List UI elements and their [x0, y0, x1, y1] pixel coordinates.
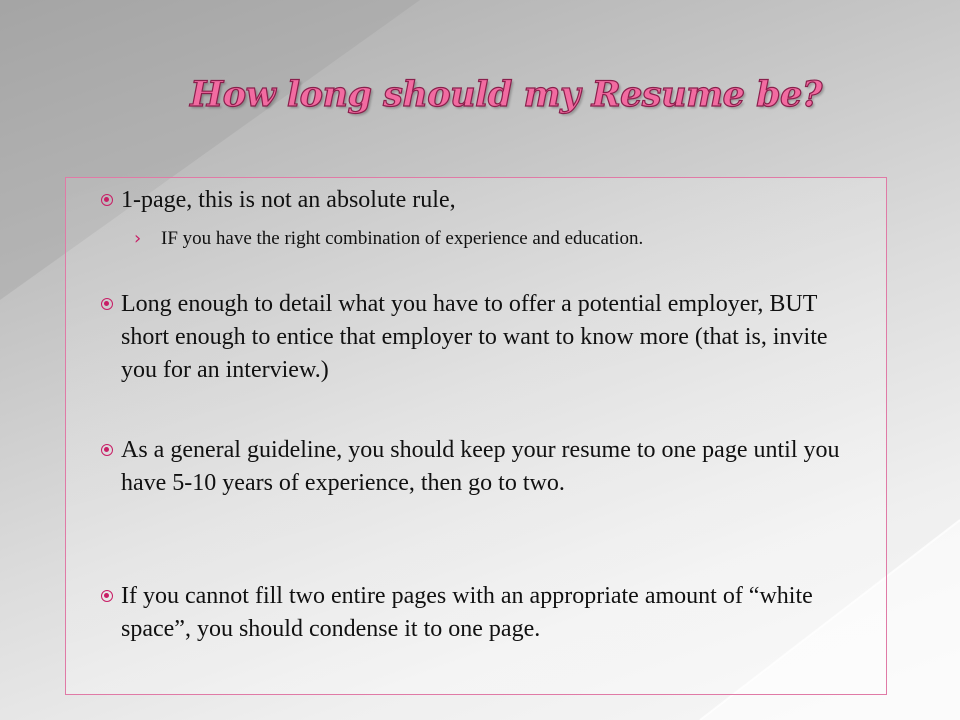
bullet-item — [86, 184, 856, 217]
circle-dot-icon — [101, 298, 113, 310]
bullet-item — [86, 580, 856, 646]
circle-dot-icon — [101, 444, 113, 456]
bullet-text: As a general guideline, you should keep your resume to one page until you have 5-10 years of experience, then go to two. — [121, 437, 840, 496]
slide-title: How long should my Resume be? — [190, 74, 822, 115]
bullet-text: Long enough to detail what you have to offer a potential employer, BUT short enough to entice that employer to want to know more (that is, invite you for an interview.) — [121, 291, 828, 383]
content-box — [65, 177, 887, 695]
bullet-text: 1-page, this is not an absolute rule, — [121, 187, 456, 213]
circle-dot-icon — [101, 194, 113, 206]
bullet-item — [86, 288, 856, 387]
sub-bullet-item — [126, 226, 866, 252]
sub-bullet-text: IF you have the right combination of experience and education. — [161, 228, 644, 249]
circle-dot-icon — [101, 590, 113, 602]
chevron-right-icon: › — [134, 228, 142, 249]
bullet-text: If you cannot fill two entire pages with an appropriate amount of “white space”, you should condense it to one page. — [121, 583, 813, 642]
bullet-item — [86, 434, 856, 500]
